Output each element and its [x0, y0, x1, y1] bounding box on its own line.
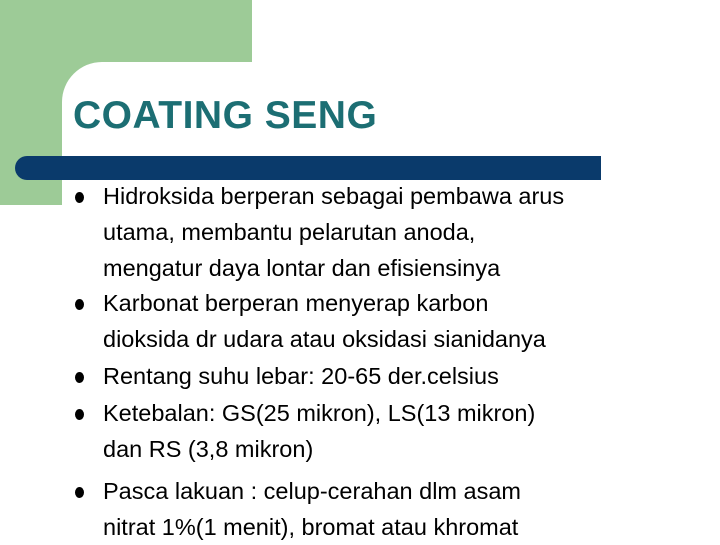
bullet-dot-icon	[75, 192, 84, 203]
bullet-text: Hidroksida berperan sebagai pembawa arus utama, membantu pelarutan anoda, mengatur daya lontar dan efisiensinya	[103, 183, 565, 281]
bullet-item-ketebalan	[75, 395, 665, 467]
bullet-item-rentang-suhu	[75, 358, 665, 394]
bullet-dot-icon	[75, 409, 84, 420]
bullet-text: Ketebalan: GS(25 mikron), LS(13 mikron) dan RS (3,8 mikron)	[103, 400, 536, 462]
bullet-text: Karbonat berperan menyerap karbon dioksida dr udara atau oksidasi sianidanya	[103, 290, 546, 352]
title-underline-bar	[15, 156, 601, 180]
bullet-text: Rentang suhu lebar: 20-65 der.celsius	[103, 363, 499, 389]
bullet-dot-icon	[75, 487, 84, 498]
bullet-item-hidroksida	[75, 178, 665, 286]
bullet-text: Pasca lakuan : celup-cerahan dlm asam nitrat 1%(1 menit), bromat atau khromat	[103, 478, 521, 540]
bullet-item-karbonat	[75, 285, 665, 357]
bullet-dot-icon	[75, 299, 84, 310]
bullet-item-pasca-lakuan	[75, 473, 665, 545]
slide-title: COATING SENG	[73, 94, 378, 137]
bullet-dot-icon	[75, 372, 84, 383]
